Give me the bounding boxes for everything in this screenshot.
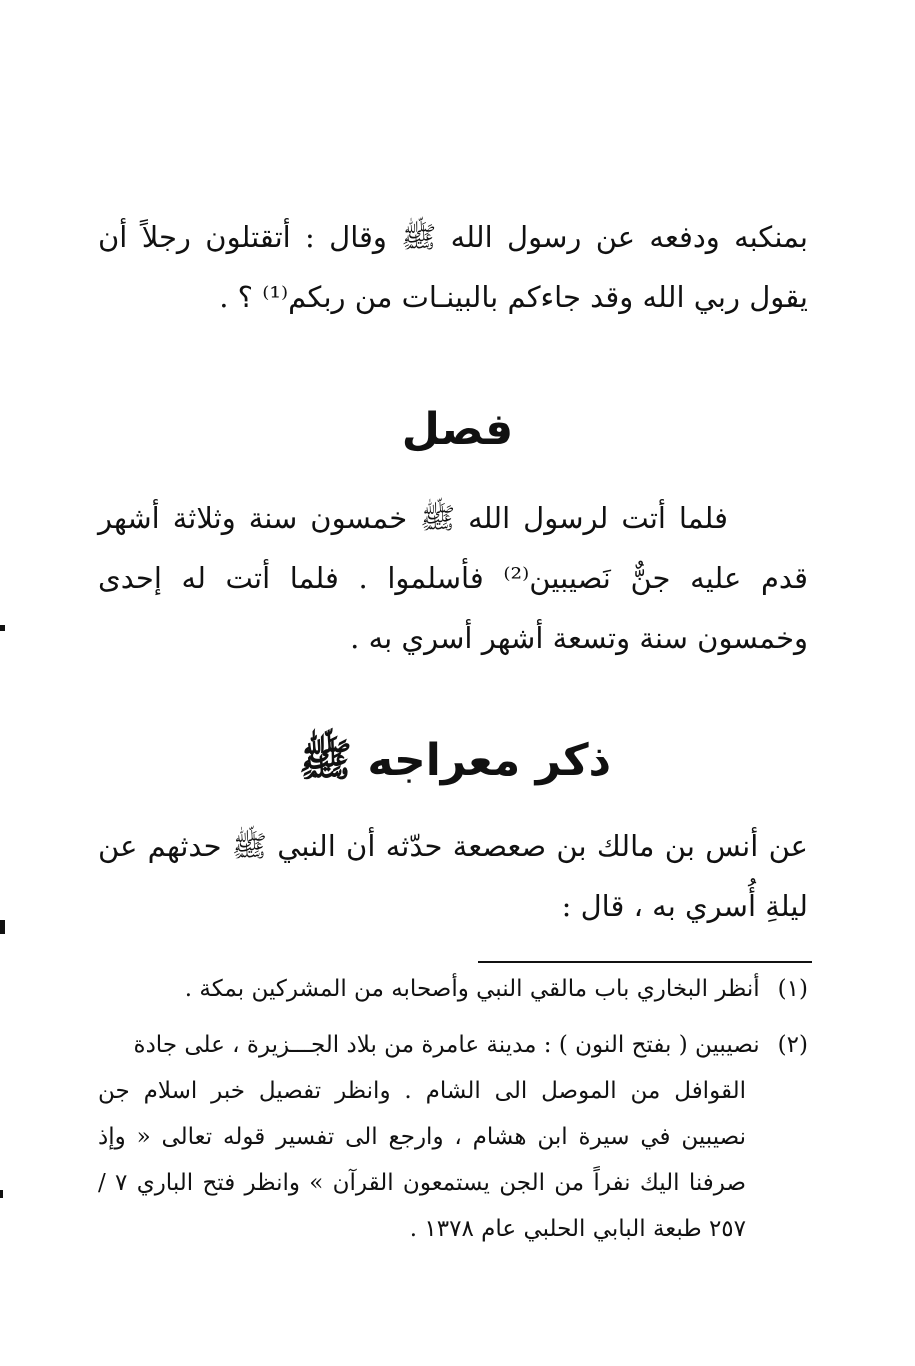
footnote-2 — [98, 1022, 808, 1252]
paragraph-2-first-line: فلما أتت لرسول الله ﷺ خمسون سنة وثلاثة أشهر قدم عليه — [98, 501, 808, 595]
footnote-1-number: (١) — [777, 976, 808, 1002]
section-heading-fasl: فصل — [401, 404, 514, 455]
scan-edge-mark — [0, 625, 5, 631]
paragraph-2-rest: جنٌّ نَصيبين⁽²⁾ فأسلموا . فلما أتت له إحدى وخمسون سنة وتسعة أشهر أسري به . — [98, 561, 808, 655]
paragraph-3-rest: ليلةِ أُسري به ، قال : — [561, 889, 808, 923]
paragraph-2 — [98, 488, 808, 668]
footnote-2-number: (٢) — [777, 1032, 808, 1058]
footnote-2-continuation: القوافل من الموصل الى الشام . وانظر تفصيل خبر اسلام جن نصيبين في سيرة ابن هشام ، وارجع الى تفسير قوله تعالى « وإذ صرفنا اليك نفراً من الجن يستمعون القرآن » وانظر فتح الباري ٧ / ٢٥٧ طبعة البابي الحلبي عام ١٣٧٨ . — [98, 1078, 746, 1242]
paragraph-1-text: بمنكبه ودفعه عن رسول الله ﷺ وقال : أتقتلون رجلاً أن يقول ربي الله وقد جاءكم بالبينـات من ربكم⁽¹⁾ ؟ . — [98, 220, 808, 314]
paragraph-1 — [98, 207, 808, 327]
footnote-1-text: أنظر البخاري باب مالقي النبي وأصحابه من المشركين بمكة . — [184, 976, 760, 1002]
paragraph-3 — [98, 816, 808, 936]
footnote-1 — [98, 966, 808, 1012]
footnote-divider — [478, 961, 812, 963]
scan-edge-mark — [0, 920, 5, 934]
paragraph-3-first-line: عن أنس بن مالك بن صعصعة حدّثه أن النبي ﷺ حدثهم عن — [98, 829, 808, 863]
scan-edge-mark — [0, 1190, 3, 1198]
section-heading-miraj: ذكر معراجه ﷺ — [298, 735, 612, 786]
footnote-2-first-line: نصيبين ( بفتح النون ) : مدينة عامرة من بلاد الجـــزيرة ، على جادة — [133, 1032, 760, 1058]
